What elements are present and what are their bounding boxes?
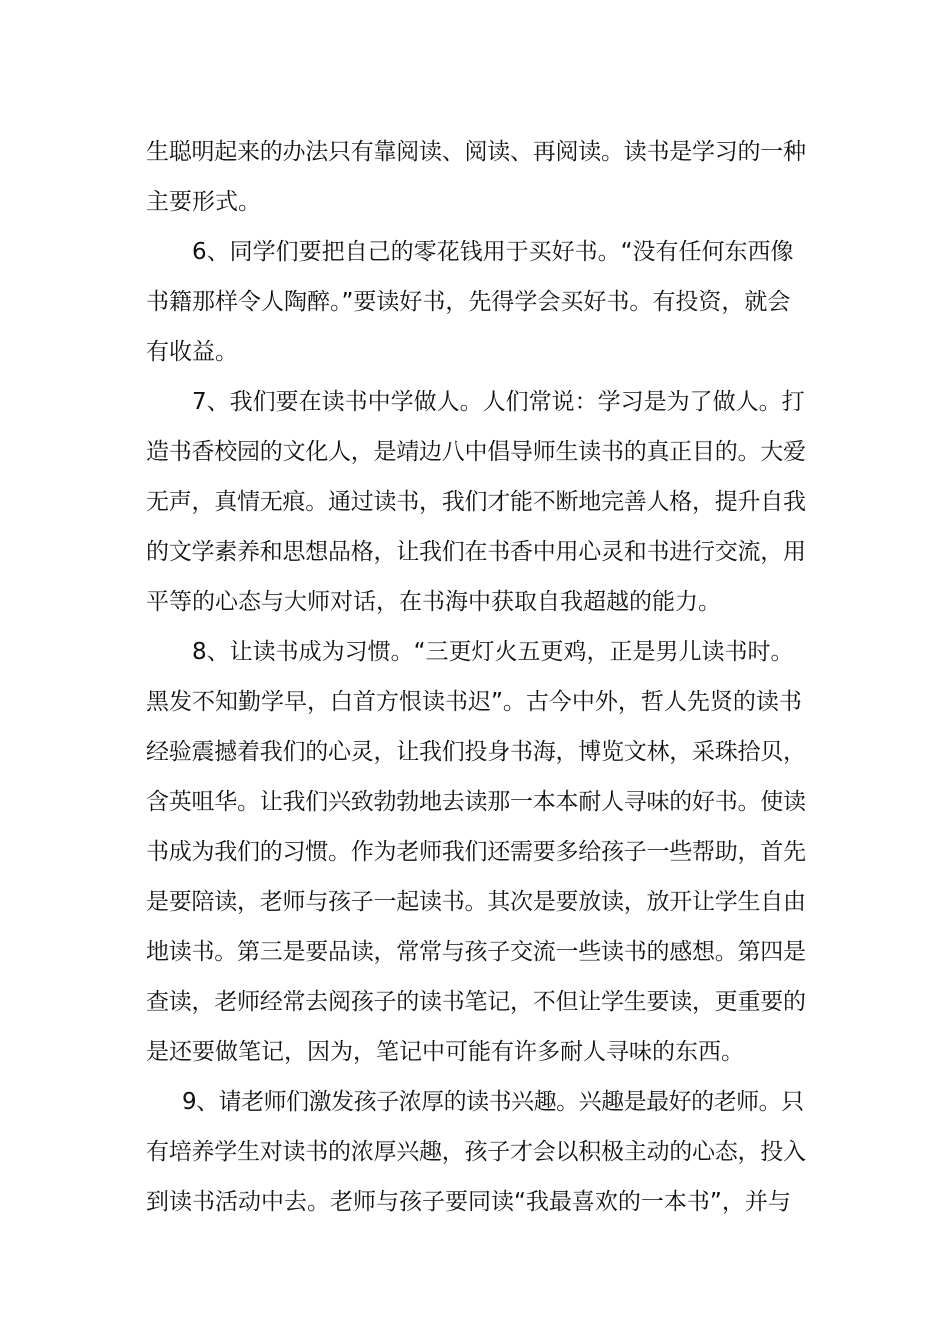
text-line: 是要陪读，老师与孩子一起读书。其次是要放读，放开让学生自由 [146, 889, 806, 915]
paragraph-7-first-line: 7、我们要在读书中学做人。人们常说：学习是为了做人。打 [192, 389, 805, 415]
text-line: 是还要做笔记，因为，笔记中可能有许多耐人寻味的东西。 [146, 1039, 744, 1065]
text-line: 有培养学生对读书的浓厚兴趣，孩子才会以积极主动的心态，投入 [146, 1139, 806, 1165]
text-line: 查读，老师经常去阅孩子的读书笔记，不但让学生要读，更重要的 [146, 989, 806, 1015]
text-line: 主要形式。 [146, 189, 261, 215]
paragraph-6-first-line: 6、同学们要把自己的零花钱用于买好书。“没有任何东西像 [192, 239, 794, 265]
text-line: 地读书。第三是要品读，常常与孩子交流一些读书的感想。第四是 [146, 939, 806, 965]
text-line: 平等的心态与大师对话，在书海中获取自我超越的能力。 [146, 589, 721, 615]
text-line: 有收益。 [146, 339, 238, 365]
text-line: 造书香校园的文化人，是靖边八中倡导师生读书的真正目的。大爱 [146, 439, 806, 465]
text-line: 的文学素养和思想品格，让我们在书香中用心灵和书进行交流，用 [146, 539, 806, 565]
text-line: 生聪明起来的办法只有靠阅读、阅读、再阅读。读书是学习的一种 [146, 139, 806, 165]
text-line: 无声，真情无痕。通过读书，我们才能不断地完善人格，提升自我 [146, 489, 806, 515]
paragraph-8-first-line: 8、让读书成为习惯。“三更灯火五更鸡，正是男儿读书时。 [192, 639, 794, 665]
text-line: 经验震撼着我们的心灵，让我们投身书海，博览文林，采珠拾贝， [146, 739, 806, 765]
text-line: 含英咀华。让我们兴致勃勃地去读那一本本耐人寻味的好书。使读 [146, 789, 806, 815]
text-line: 黑发不知勤学早，白首方恨读书迟”。古今中外，哲人先贤的读书 [146, 689, 802, 715]
text-line: 到读书活动中去。老师与孩子要同读“我最喜欢的一本书”，并与 [146, 1189, 791, 1215]
text-line: 书成为我们的习惯。作为老师我们还需要多给孩子一些帮助，首先 [146, 839, 806, 865]
text-line: 书籍那样令人陶醉。”要读好书，先得学会买好书。有投资，就会 [146, 289, 791, 315]
paragraph-9-first-line: 9、请老师们激发孩子浓厚的读书兴趣。兴趣是最好的老师。只 [182, 1089, 804, 1115]
